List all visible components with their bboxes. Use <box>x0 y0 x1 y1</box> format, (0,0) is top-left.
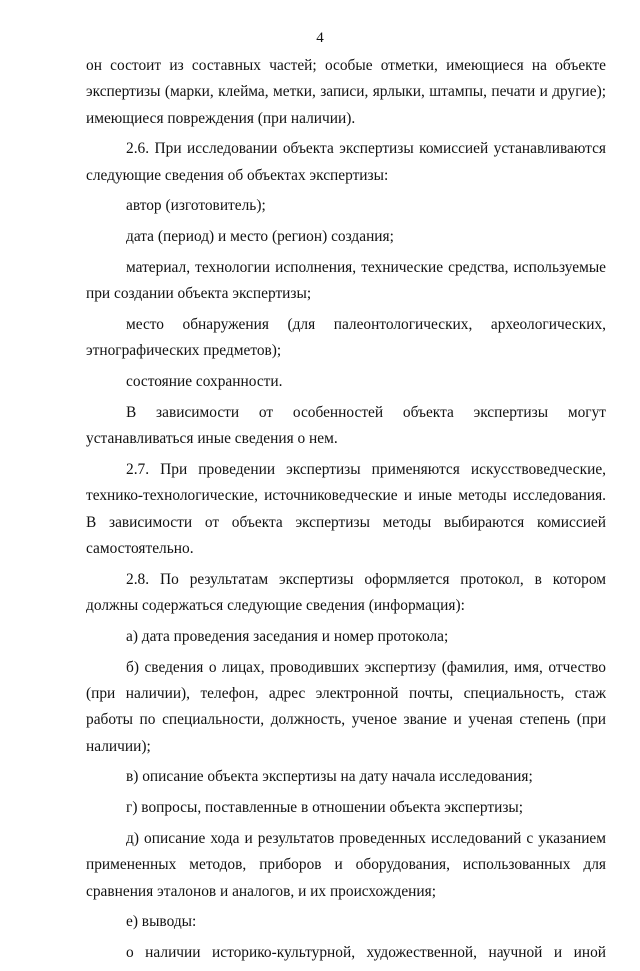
list-item-discovery-place: место обнаружения (для палеонтологических, археологических, этнографических предметов); <box>86 316 606 360</box>
list-item-a: а) дата проведения заседания и номер протокола; <box>126 627 449 645</box>
paragraph-2-8: 2.8. По результатам экспертизы оформляется протокол, в котором должны содержаться следующие сведения (информация): <box>86 570 606 615</box>
list-item-e: е) выводы: <box>126 913 197 931</box>
paragraph-2-6: 2.6. При исследовании объекта экспертизы комиссией устанавливаются следующие сведения об объектах экспертизы: <box>86 140 606 184</box>
paragraph-2-7: 2.7. При проведении экспертизы применяются искусствоведческие, технико-технологические, источниковедческие и иные методы исследования. В зависимости от объекта экспертизы методы выбираются комиссией самостоятельно. <box>86 461 606 558</box>
list-item-g: г) вопросы, поставленные в отношении объекта экспертизы; <box>126 799 524 817</box>
page-number: 4 <box>316 30 324 46</box>
list-item-date-place: дата (период) и место (регион) создания; <box>126 228 394 246</box>
paragraph-conclusion-start: о наличии историко-культурной, художественной, научной и иной <box>126 944 606 962</box>
paragraph-continuation: он состоит из составных частей; особые отметки, имеющиеся на объекте экспертизы (марки, клейма, метки, записи, ярлыки, штампы, печати и другие); имеющиеся повреждения (при наличии). <box>86 57 606 127</box>
list-item-d: д) описание хода и результатов проведенных исследований с указанием примененных методов, приборов и оборудования, использованных для сравнения эталонов и аналогов, и их происхождения; <box>86 830 606 900</box>
document-body <box>86 53 606 971</box>
list-item-v: в) описание объекта экспертизы на дату начала исследования; <box>126 768 533 786</box>
paragraph-other-info: В зависимости от особенностей объекта экспертизы могут устанавливаться иные сведения о нем. <box>86 404 606 448</box>
list-item-material: материал, технологии исполнения, технические средства, используемые при создании объекта экспертизы; <box>86 259 606 303</box>
list-item-author: автор (изготовитель); <box>126 197 266 215</box>
list-item-condition: состояние сохранности. <box>126 373 283 391</box>
list-item-b: б) сведения о лицах, проводивших экспертизу (фамилия, имя, отчество (при наличии), телефон, адрес электронной почты, специальность, стаж работы по специальности, должность, ученое звание и ученая степень (при наличии); <box>86 658 606 755</box>
